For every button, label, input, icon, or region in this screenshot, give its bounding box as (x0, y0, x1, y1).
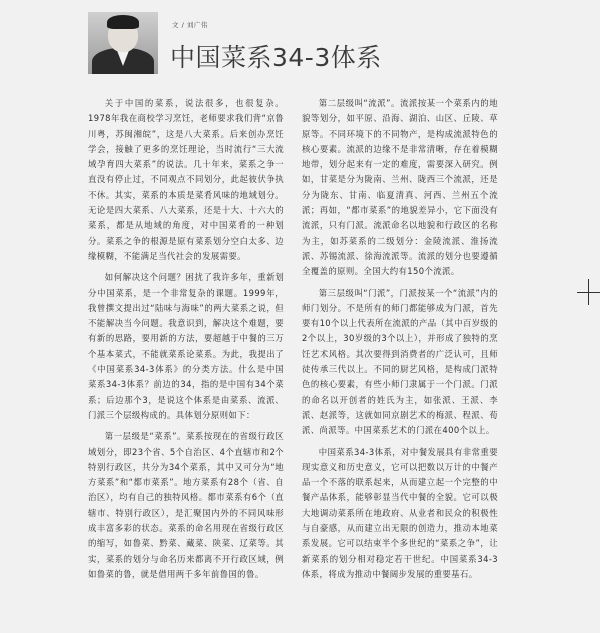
paragraph: 中国菜系34-3体系，对中餐发展具有非常重要现实意义和历史意义，它可以把数以万计的中餐产品一个不落的联系起来，从而建立起一个完整的中餐产品体系，能够彰显当代中餐的全貌。它可以极大地调动菜系所在地政府、从业者和民众的积极性与自豪感，从而建立出无限的创造力，推动本地菜系发展。它可以结束半个多世纪的“菜系之争”，让新菜系的划分相对稳定若干世纪。中国菜系34-3体系，将成为推动中餐阔步发展的重要基石。 (302, 446, 498, 579)
right-column (302, 96, 498, 588)
paragraph: 第一层级是“菜系”。菜系按现在的省级行政区域划分，即23个省、5个自治区、4个直辖市和2个特别行政区，共分为34个菜系，其中又可分为“地方菜系”和“都市菜系”。地方菜系有28个（省、自治区），均有自己的独特风格。都市菜系有6个（直辖市、特别行政区），是汇聚国内外的不同风味形成丰富多彩的状态。菜系的命名用现在省级行政区的缩写，如鲁菜、黔菜、藏菜、陕菜、辽菜等。其实，菜系的划分与命名历来都离不开行政区域，例如鲁菜的鲁，就是借用两千多年前鲁国的鲁。 (88, 431, 284, 579)
photo-hair (107, 15, 139, 29)
paragraph: 如何解决这个问题？困扰了我许多年，重新划分中国菜系，是一个非常复杂的课题。1999年，我曾撰文提出过“陆味与海味”的两大菜系之说，但不能解决当今问题。我意识到，解决这个难题，要有新的思路，要用新的方法，要超越于中餐的三万个基本菜式，不能就菜系论菜系。为此，我提出了《中国菜系34-3体系》的分类方法。什么是中国菜系34-3体系？前边的34，指的是中国有34个菜系；后边那个3，是说这个体系是由菜系、流派、门派三个层级构成的。具体划分原则如下： (88, 272, 284, 420)
left-column (88, 96, 284, 588)
article-title: 中国菜系34-3体系 (170, 43, 382, 72)
paragraph: 第三层级叫“门派”，门派按某一个“流派”内的师门划分。不是所有的师门都能够成为门派，首先要有10个以上代表所在流派的产品（其中百岁级的2个以上，30岁级的3个以上），并形成了独特的烹饪艺术风格。其次要得到消费者的广泛认可，且师徒传承三代以上。不同的厨艺风格，是构成门派特色的核心要素，有些小师门隶属于一个门派。门派的命名以开创者的姓氏为主，如张派、王派、李派、赵派等，这就如同京剧艺术的梅派、程派、荀派、尚派等。中国菜系艺术的门派在400个以上。 (302, 287, 498, 436)
byline: 文 / 刘广伟 (172, 21, 208, 29)
crosshair-vertical-line (588, 279, 589, 305)
paragraph: 关于中国的菜系，说法很多，也很复杂。1978年我在商校学习烹饪，老师要求我们背“京鲁川粤，苏闽湘皖”，这是八大菜系。后来创办烹饪学会，接触了更多的烹饪理论，当时流行“三大流域孕育四大菜系”的说法。几十年来，菜系之争一直没有停止过，不同观点不同划分，此起彼伏争执不休。其实，菜系的本质是菜肴风味的地域划分。无论是四大菜系、八大菜系，还是十大、十六大的菜系，都是从地域的角度，对中国菜肴的一种划分。菜系之争的根源是原有菜系划分空白太多、边缘模糊，不能满足当代社会的发展需要。 (88, 98, 284, 261)
paragraph: 第二层级叫“流派”。流派按某一个菜系内的地貌等划分，如平原、沿海、湖泊、山区、丘陵、草原等。不同环境下的不同物产，是构成流派特色的核心要素。流派的边缘不是非常清晰，存在着模糊地带，划分起来有一定的难度，需要深入研究。例如，甘菜是分为陇南、兰州、陇西三个流派，还是分为陇东、甘南、临夏清真、河西、兰州五个流派；再如，“都市菜系”的地貌差异小，它下面没有流派，只有门派。流派命名以地貌和行政区的名称为主，如苏菜系的二级划分：金陵流派、淮扬流派、苏锡流派、徐海流派等。流派的划分也要遵循全覆盖的原则。全国大约有150个流派。 (302, 98, 498, 277)
author-photo (88, 12, 158, 74)
